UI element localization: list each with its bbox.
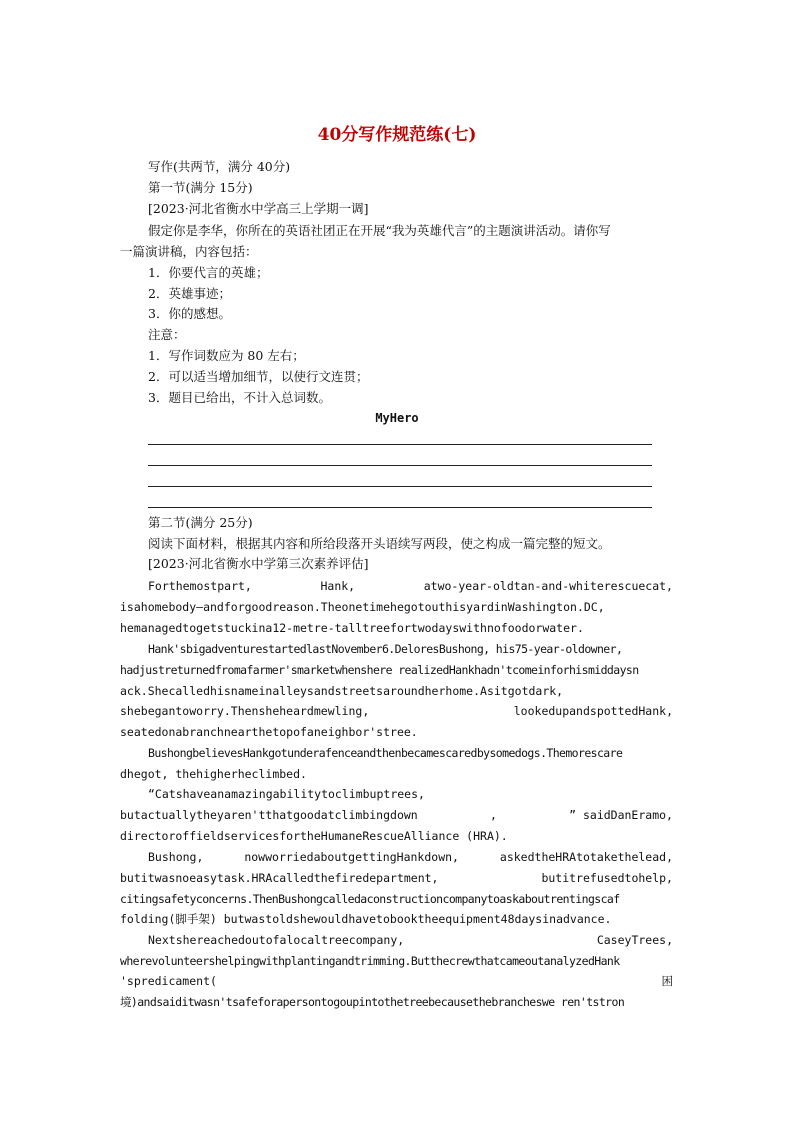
part1-prompt-line1: 假定你是李华，你所在的英语社团正在开展“我为英雄代言”的主题演讲活动。请你写: [148, 223, 611, 238]
passage-fragment: butitwasnoeasytask.HRAcalledthefiredepartment,: [120, 871, 439, 885]
part1-prompt-line2: 一篇演讲稿，内容包括：: [120, 244, 258, 259]
passage-line: [120, 703, 673, 719]
passage-line: [148, 745, 673, 761]
part2-heading: 第二节(满分 25分): [148, 515, 253, 530]
passage-fragment: shebegantoworry.Thensheheardmewling,: [120, 704, 370, 718]
part2-instruction: 阅读下面材料，根据其内容和所给段落开头语续写两段，使之构成一篇完整的短文。: [148, 536, 611, 551]
part2-source: [2023·河北省衡水中学第三次素养评估]: [148, 556, 369, 571]
passage-line: [120, 683, 673, 699]
passage-line: [120, 953, 673, 969]
passage-line: [120, 766, 673, 782]
passage-fragment: seatedonabranchnearthetopofaneighbor'stree.: [120, 725, 418, 739]
page-title: 40分写作规范练(七): [317, 125, 477, 145]
passage-fragment: folding(脚手架) butwastoldshewouldhavetobooktheequipment48daysinadvance.: [120, 912, 612, 926]
passage-line: [148, 932, 673, 948]
passage-fragment: isahomebody—andforgoodreason.TheonetimehegotouthisyardinWashington.DC,: [120, 600, 605, 614]
passage-line: [120, 911, 673, 927]
part1-item: 2．英雄事迹；: [148, 286, 231, 301]
passage-line: [120, 807, 673, 823]
writing-line: [148, 444, 652, 445]
passage-fragment: wherevolunteershelpingwithplantingandtrimming.ButthecrewthatcameoutanalyzedHank: [120, 954, 620, 968]
passage-fragment: 困: [661, 974, 673, 988]
writing-line: [148, 486, 652, 487]
passage-fragment: ,: [489, 808, 497, 822]
passage-fragment: butitrefusedtohelp,: [541, 871, 673, 885]
part1-item: 1．你要代言的英雄；: [148, 265, 269, 280]
writing-line: [148, 507, 652, 508]
passage-fragment: Nextshereachedoutofalocaltreecompany,: [148, 933, 405, 947]
passage-line: [120, 994, 673, 1010]
essay-title: MyHero: [375, 411, 419, 425]
passage-line: [120, 973, 673, 989]
passage-fragment: 境)andsaiditwasn'tsafeforapersontogoupintothetreebecausethebrancheswe ren'tstron: [120, 995, 625, 1009]
note-item: 3．题目已给出，不计入总词数。: [148, 390, 331, 405]
passage-line: [120, 828, 673, 844]
passage-line: [120, 620, 673, 636]
passage-fragment: nowworriedaboutgettingHankdown,: [244, 850, 459, 864]
writing-line: [148, 465, 652, 466]
passage-fragment: CaseyTrees,: [596, 933, 673, 947]
passage-fragment: hadjustreturnedfromafarmer'smarketwhenshere realizedHankhadn'tcomeinforhismiddaysn: [120, 663, 639, 677]
passage-fragment: ack.Shecalledhisnameinalleysandstreetsaroundherhome.Asitgotdark,: [120, 684, 564, 698]
passage-fragment: lookedupandspottedHank,: [513, 704, 673, 718]
part1-item: 3．你的感想。: [148, 306, 231, 321]
passage-line: [120, 870, 673, 886]
passage-fragment: butactuallytheyaren'tthatgoodatclimbingdown: [120, 808, 418, 822]
note-label: 注意：: [148, 327, 186, 342]
passage-fragment: atwo-year-oldtan-and-whiterescuecat,: [423, 579, 673, 593]
section-intro: 写作(共两节，满分 40分): [148, 159, 291, 174]
part1-heading: 第一节(满分 15分): [148, 180, 253, 195]
passage-fragment: Bushong,: [148, 850, 204, 864]
passage-fragment: ” saidDanEramo,: [569, 808, 673, 822]
passage-fragment: Forthemostpart,: [148, 579, 252, 593]
passage-line: [120, 891, 673, 907]
passage-fragment: citingsafetyconcerns.ThenBushongcalledaconstructioncompanytoaskaboutrentingscaf: [120, 892, 620, 906]
passage-line: [120, 724, 673, 740]
passage-fragment: Hank'sbigadventurestartedlastNovember6.DeloresBushong, his75-year-oldowner,: [148, 642, 623, 656]
passage-fragment: “Catshaveanamazingabilitytoclimbuptrees,: [148, 787, 425, 801]
passage-fragment: BushongbelievesHankgotunderafenceandthenbecamescaredbysomedogs.Themorescare: [148, 746, 623, 760]
passage-fragment: 'spredicament(: [120, 974, 217, 988]
passage-line: [148, 578, 673, 594]
passage-fragment: dhegot, thehigherheclimbed.: [120, 767, 307, 781]
passage-fragment: askedtheHRAtotakethelead,: [499, 850, 673, 864]
passage-line: [148, 786, 673, 802]
passage-line: [120, 662, 673, 678]
passage-fragment: directoroffieldservicesfortheHumaneRescueAlliance (HRA).: [120, 829, 508, 843]
passage-line: [148, 849, 673, 865]
passage-fragment: Hank,: [320, 579, 356, 593]
note-item: 2．可以适当增加细节，以使行文连贯；: [148, 369, 369, 384]
passage-line: [120, 599, 673, 615]
part1-source: [2023·河北省衡水中学高三上学期一调]: [148, 201, 369, 216]
note-item: 1．写作词数应为 80 左右；: [148, 348, 305, 363]
passage-line: [148, 641, 673, 657]
passage-fragment: hemanagedtogetstuckina12-metre-talltreefortwodayswithnofoodorwater.: [120, 621, 584, 635]
